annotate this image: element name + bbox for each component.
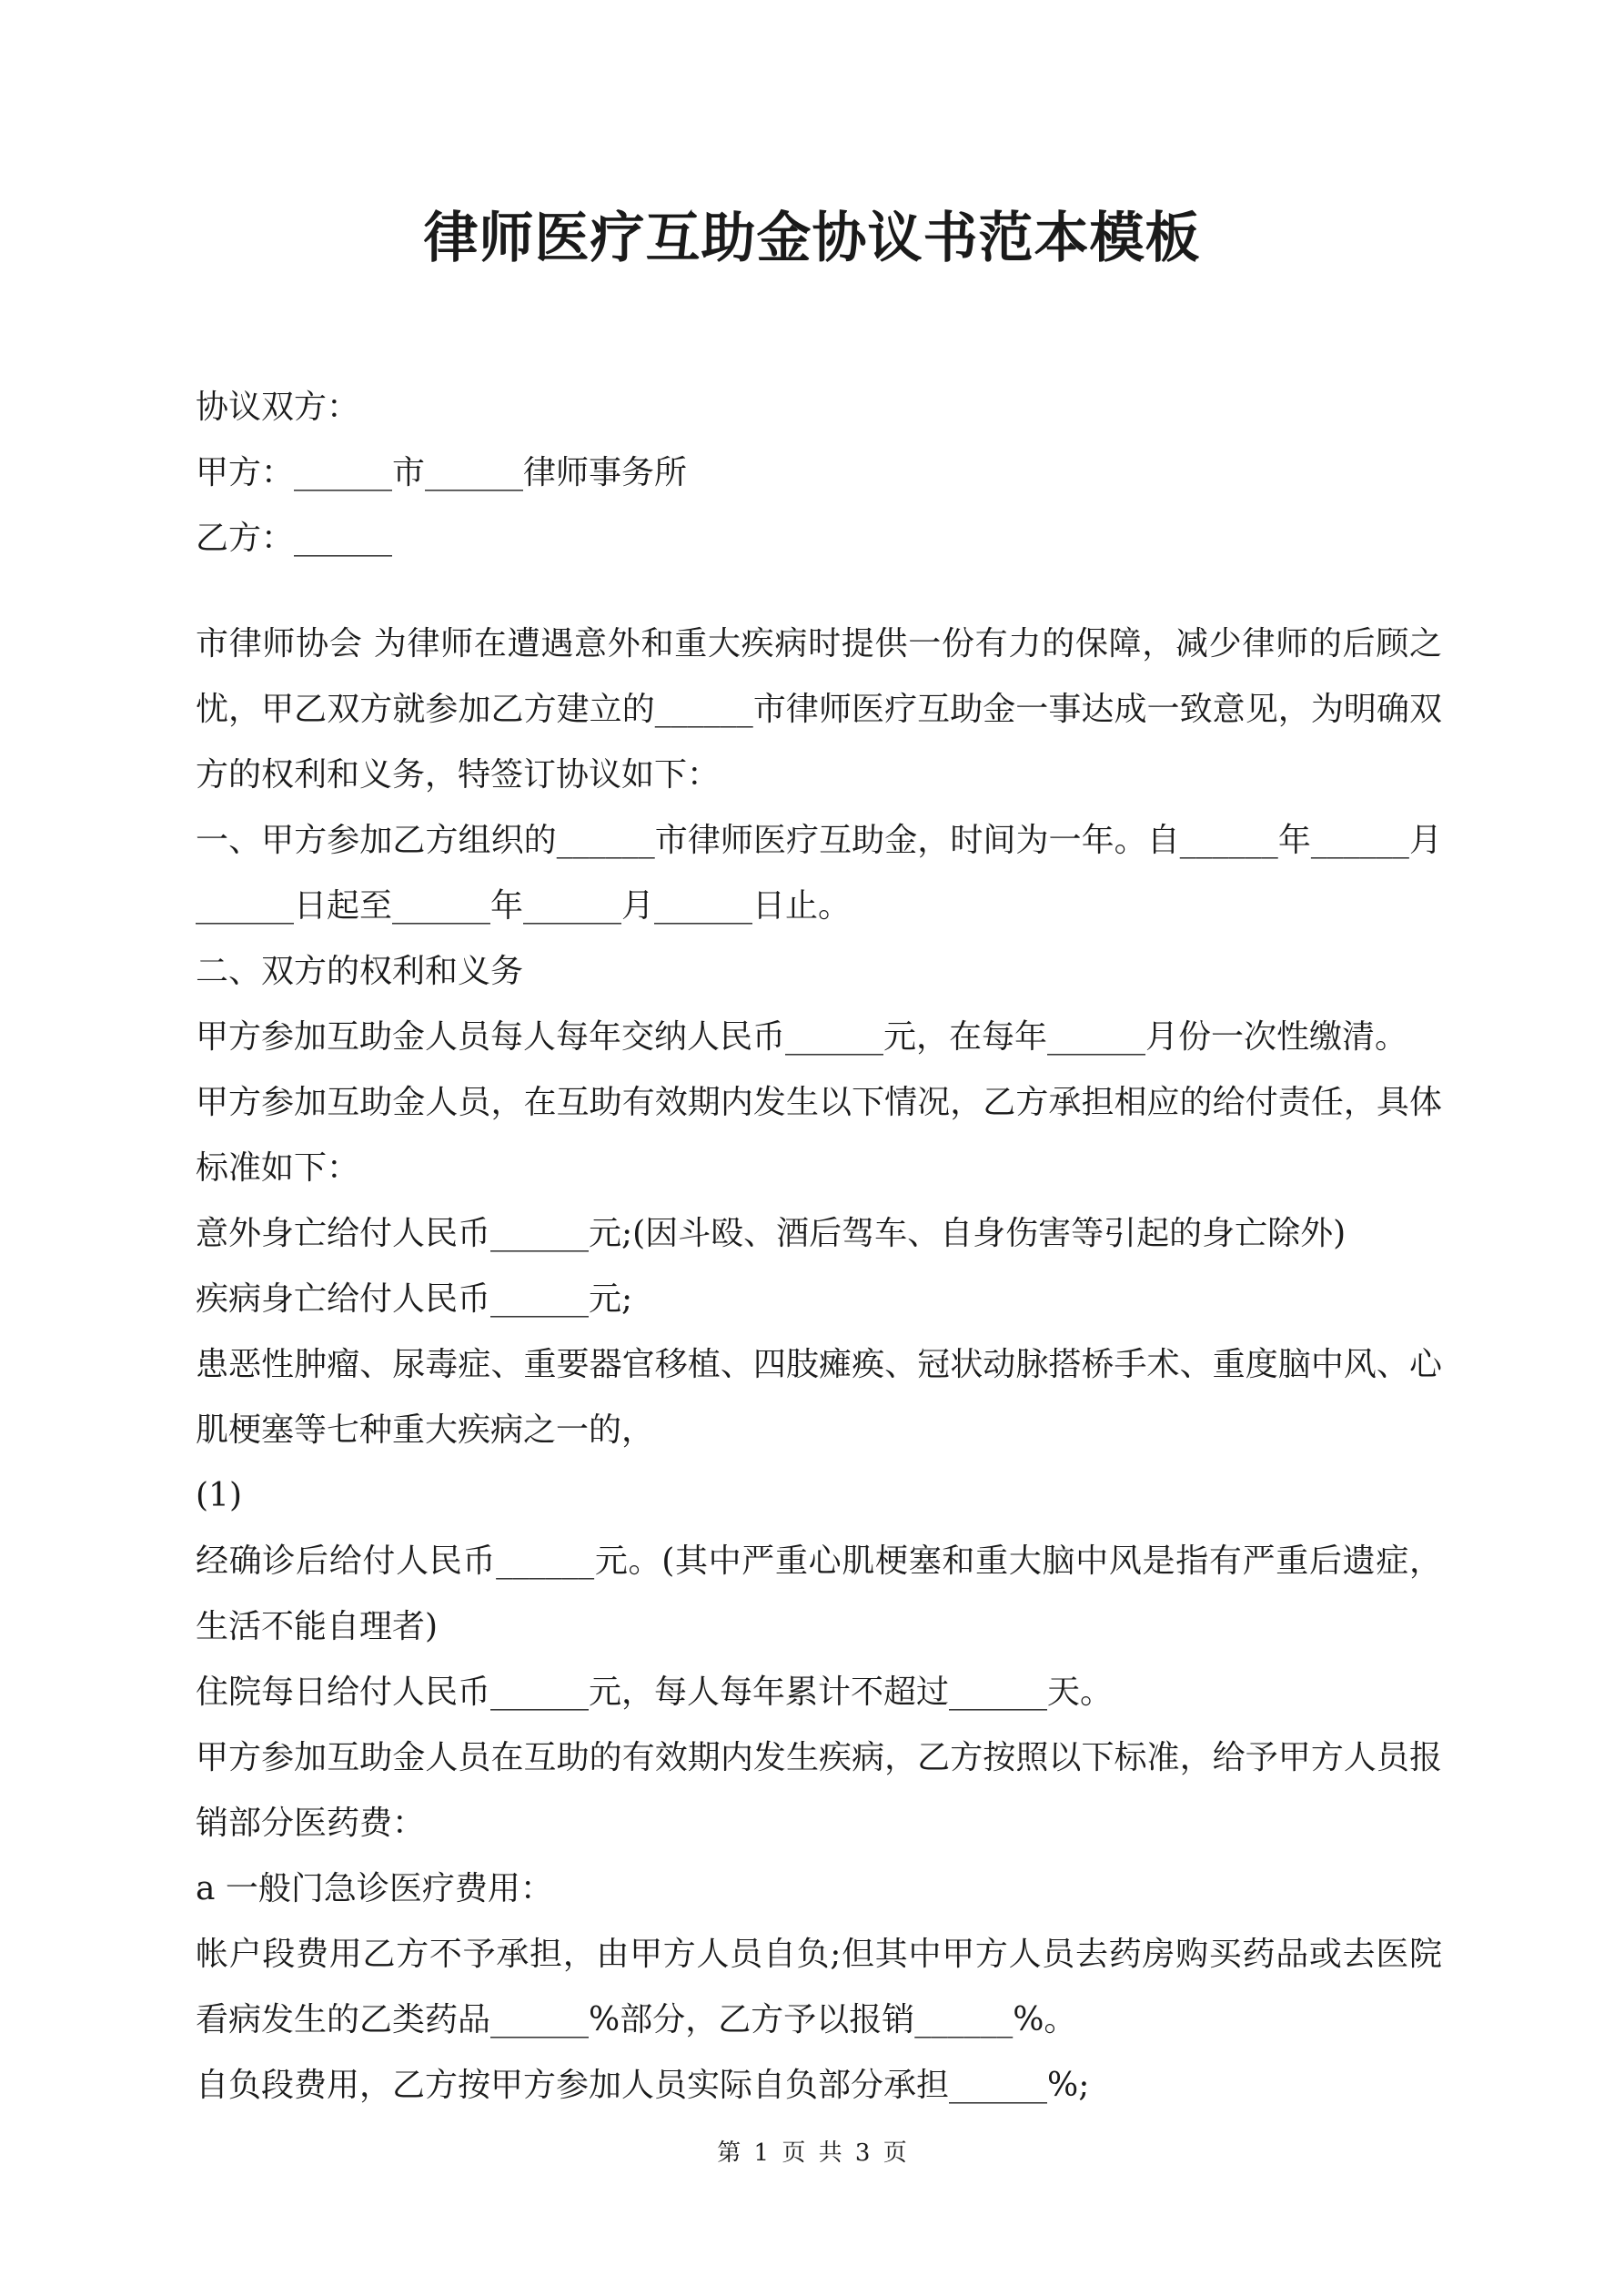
fee-paragraph: 甲方参加互助金人员每人每年交纳人民币______元，在每年______月份一次性缴清。 [196,1018,1408,1056]
document-body [196,375,1442,2119]
clause-2-heading: 二、双方的权利和义务 [196,953,524,990]
hospital-daily-paragraph: 住院每日给付人民币______元，每人每年累计不超过______天。 [196,1674,1114,1711]
clause-1-paragraph: 一、甲方参加乙方组织的______市律师医疗互助金，时间为一年。自______年______月______日起至______年______月______日止。 [196,822,1442,925]
parties-heading: 协议双方： [196,389,360,426]
account-segment-paragraph: 帐户段费用乙方不予承担，由甲方人员自负;但其中甲方人员去药房购买药品或去医院看病发生的乙类药品______%部分，乙方予以报销______%。 [196,1936,1442,2038]
outpatient-heading: a 一般门急诊医疗费用： [196,1870,553,1907]
section-spacer [196,571,1442,612]
reimbursement-intro-paragraph: 甲方参加互助金人员在互助的有效期内发生疾病，乙方按照以下标准，给予甲方人员报销部分医药费： [196,1739,1442,1842]
illness-death-paragraph: 疾病身亡给付人民币______元; [196,1280,633,1318]
party-a-line: 甲方：______市______律师事务所 [196,454,688,491]
self-pay-segment-paragraph: 自负段费用，乙方按甲方参加人员实际自负部分承担______%; [196,2067,1090,2104]
diagnosis-payment-paragraph: 经确诊后给付人民币______元。(其中严重心肌梗塞和重大脑中风是指有严重后遗症，生活不能自理者) [196,1542,1442,1645]
party-b-line: 乙方：______ [196,520,393,557]
page-footer: 第 1 页 共 3 页 [717,2139,907,2167]
major-illness-paragraph: 患恶性肿瘤、尿毒症、重要器官移植、四肢瘫痪、冠状动脉搭桥手术、重度脑中风、心肌梗塞等七种重大疾病之一的， [196,1346,1442,1449]
item-number: (1) [196,1477,242,1514]
intro-paragraph: 市律师协会 为律师在遭遇意外和重大疾病时提供一份有力的保障，减少律师的后顾之忧，甲乙双方就参加乙方建立的______市律师医疗互助金一事达成一致意见，为明确双方的权利和义务，特签订协议如下： [196,625,1442,794]
accident-death-paragraph: 意外身亡给付人民币______元;(因斗殴、酒后驾车、自身伤害等引起的身亡除外) [196,1215,1347,1252]
benefit-intro-paragraph: 甲方参加互助金人员，在互助有效期内发生以下情况，乙方承担相应的给付责任，具体标准如下： [196,1084,1442,1187]
document-title: 律师医疗互助金协议书范本模板 [423,207,1201,270]
